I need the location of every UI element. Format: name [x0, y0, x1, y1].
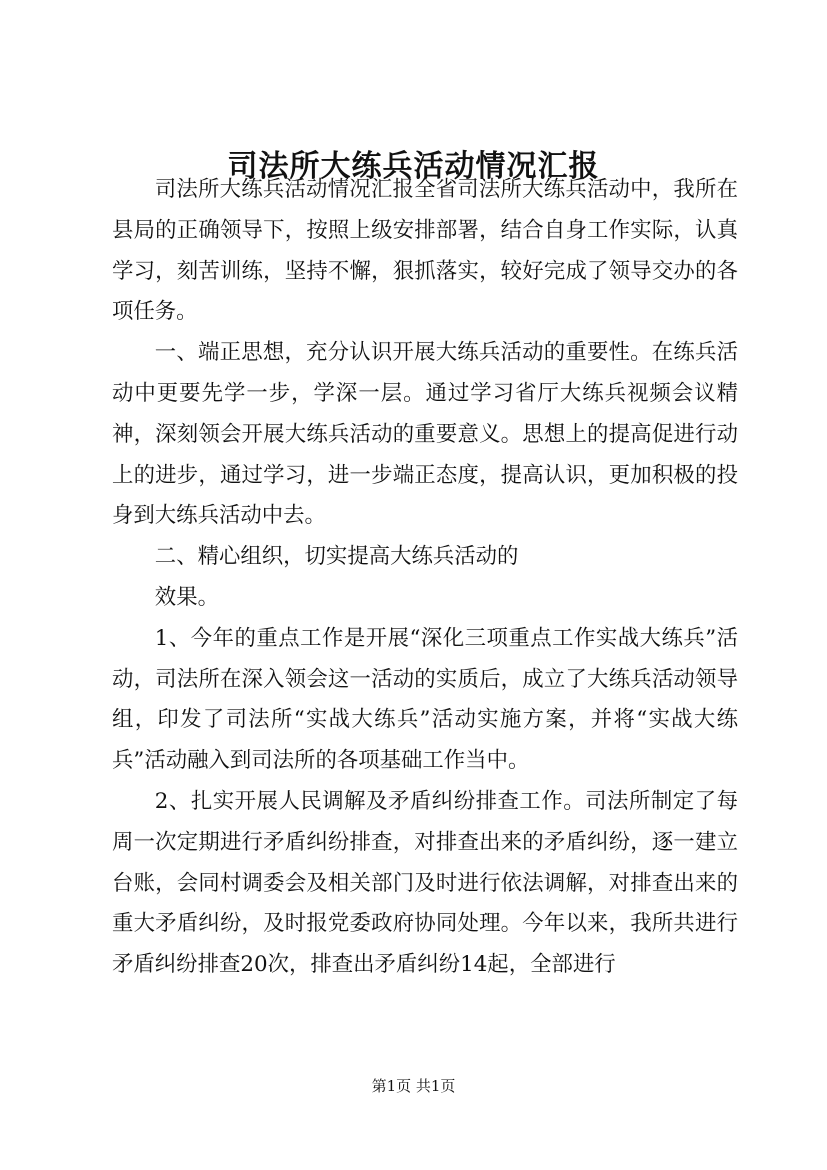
paragraph-item-2: 2、扎实开展人民调解及矛盾纠纷排查工作。司法所制定了每周一次定期进行矛盾纠纷排查，对排查出来的矛盾纠纷，逐一建立台账，会同村调委会及相关部门及时进行依法调解，对排查出来的重大矛盾纠纷，及时报党委政府协同处理。今年以来，我所共进行矛盾纠纷排查20次，排查出矛盾纠纷14起，全部进行 [112, 788, 738, 978]
paragraph-section-2-heading-cont: 效果。 [154, 584, 219, 610]
paragraph-section-2-heading: 二、精心组织，切实提高大练兵活动的 [154, 544, 519, 570]
paragraph-section-1: 一、端正思想，充分认识开展大练兵活动的重要性。在练兵活动中更要先学一步，学深一层。通过学习省厅大练兵视频会议精神，深刻领会开展大练兵活动的重要意义。思想上的提高促进行动上的进步，通过学习，进一步端正态度，提高认识，更加积极的投身到大练兵活动中去。 [112, 340, 738, 529]
page-footer: 第1页 共1页 [371, 1077, 456, 1095]
document-body [112, 170, 738, 986]
page-title: 司法所大练兵活动情况汇报 [227, 149, 600, 184]
paragraph-item-1: 1、今年的重点工作是开展“深化三项重点工作实战大练兵”活动，司法所在深入领会这一活动的实质后，成立了大练兵活动领导组，印发了司法所“实战大练兵”活动实施方案，并将“实战大练兵”活动融入到司法所的各项基础工作当中。 [112, 625, 738, 774]
paragraph-intro: 司法所大练兵活动情况汇报全省司法所大练兵活动中，我所在县局的正确领导下，按照上级安排部署，结合自身工作实际，认真学习，刻苦训练，坚持不懈，狠抓落实，较好完成了领导交办的各项任务。 [112, 177, 738, 325]
